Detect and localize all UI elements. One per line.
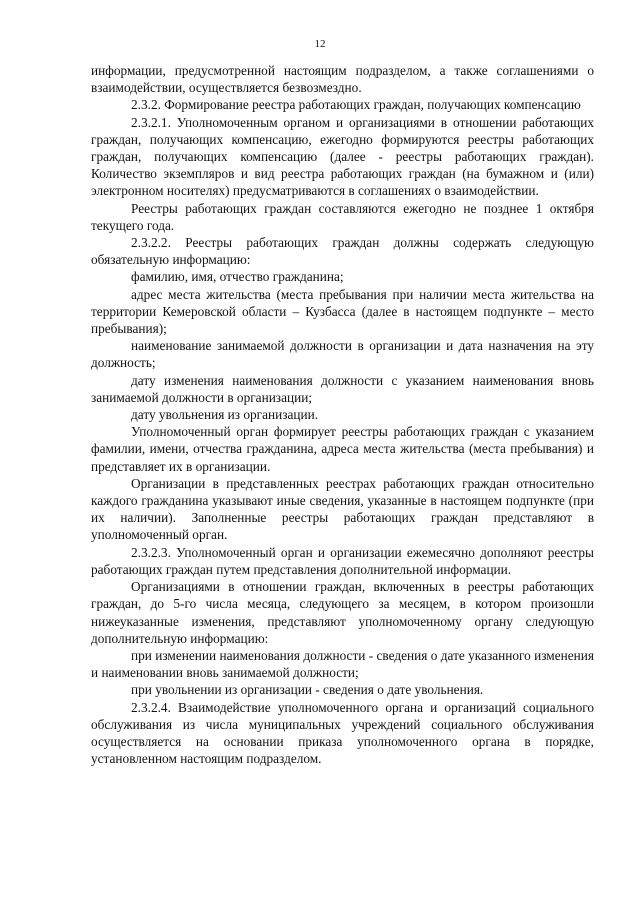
paragraph-7: адрес места жительства (места пребывания при наличии места жительства на территории Кемеровской области – Кузбасса (далее в настоящем подпункте – место пребывания); xyxy=(91,286,594,337)
paragraph-11: Уполномоченный орган формирует реестры работающих граждан с указанием фамилии, имени, отчества гражданина, адреса места жительства (места пребывания) и представляет их в организации. xyxy=(91,424,594,474)
paragraph-12: Организации в представленных реестрах работающих граждан относительно каждого гражданина указывают иные сведения, указанные в настоящем подпункте (при их наличии). Заполненные реестры работающих граждан представляют в уполномоченный орган. xyxy=(91,475,594,543)
paragraph-3: 2.3.2.1. Уполномоченным органом и организациями в отношении работающих граждан, получающих компенсацию, ежегодно формируются реестры работающих граждан, получающих компенсацию (далее - реестры работающих граждан). Количество экземпляров и вид реестра работающих граждан (на бумажном и (или) электронном носителях) предусматриваются в соглашениях о взаимодействии. xyxy=(91,114,594,199)
paragraph-16: при увольнении из организации - сведения о дате увольнения. xyxy=(131,682,484,698)
paragraph-15: при изменении наименования должности - сведения о дате указанного изменения и наименовании вновь занимаемой должности; xyxy=(91,647,594,681)
paragraph-13: 2.3.2.3. Уполномоченный орган и организации ежемесячно дополняют реестры работающих граждан путем представления дополнительной информации. xyxy=(91,544,594,577)
paragraph-8: наименование занимаемой должности в организации и дата назначения на эту должность; xyxy=(91,338,594,371)
paragraph-10: дату увольнения из организации. xyxy=(131,407,319,423)
paragraph-9: дату изменения наименования должности с указанием наименования вновь занимаемой должности в организации; xyxy=(91,372,594,405)
paragraph-14: Организациями в отношении граждан, включенных в реестры работающих граждан, до 5-го числа месяца, следующего за месяцем, в котором произошли нижеуказанные изменения, представляют уполномоченному органу следующую дополнительную информацию: xyxy=(91,579,594,646)
paragraph-5: 2.3.2.2. Реестры работающих граждан должны содержать следующую обязательную информацию: xyxy=(91,235,594,268)
paragraph-4: Реестры работающих граждан составляются ежегодно не позднее 1 октября текущего года. xyxy=(91,200,594,233)
paragraph-6: фамилию, имя, отчество гражданина; xyxy=(131,269,344,285)
paragraph-2: 2.3.2. Формирование реестра работающих граждан, получающих компенсацию xyxy=(131,97,581,113)
document-body xyxy=(91,62,594,767)
page-number: 12 xyxy=(314,38,326,50)
paragraph-17: 2.3.2.4. Взаимодействие уполномоченного органа и организаций социального обслуживания из числа муниципальных учреждений социального обслуживания осуществляется на основании приказа уполномоченного органа в порядке, установленном настоящим подразделом. xyxy=(91,699,594,767)
paragraph-1: информации, предусмотренной настоящим подразделом, а также соглашениями о взаимодействии, осуществляется безвозмездно. xyxy=(91,63,594,96)
